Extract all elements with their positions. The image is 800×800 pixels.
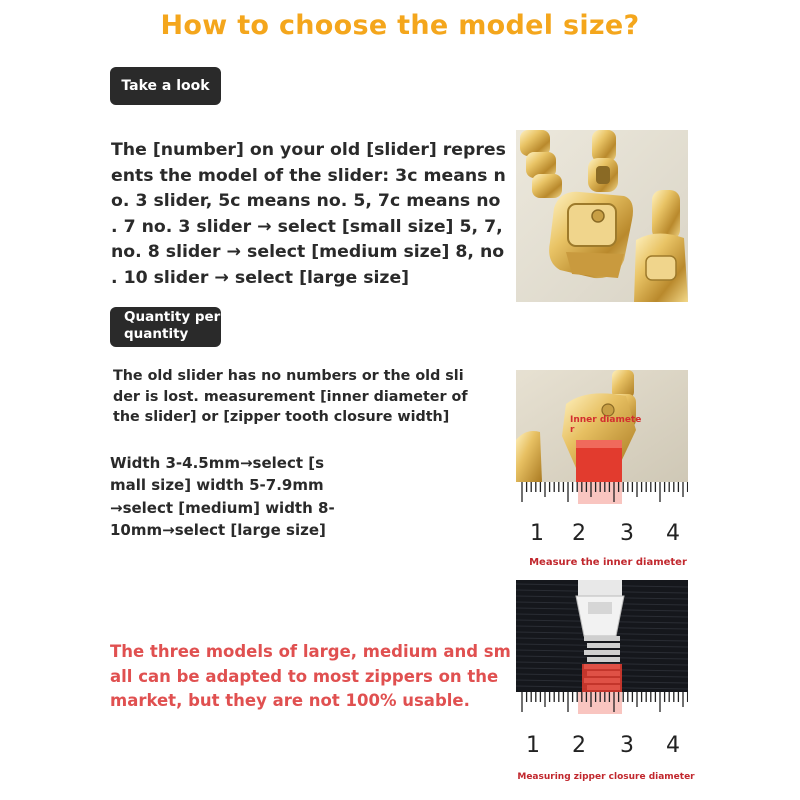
inner-diameter-caption: Measure the inner diameter (529, 557, 687, 568)
note-line: market, but they are not 100% usable. (110, 691, 470, 710)
paragraph-line: der is lost. measurement [inner diameter of (113, 388, 468, 405)
ruler-number: 1 (526, 733, 540, 758)
ruler-number: 4 (666, 733, 680, 758)
inner-diameter-label: Inner diamete (570, 415, 642, 425)
paragraph-line: mall size] width 5-7.9mm (110, 476, 324, 495)
paragraph-line: . 10 slider → select [large size] (111, 267, 410, 288)
paragraph-line: The [number] on your old [slider] repres (111, 140, 506, 160)
zipper-closure-measure-photo (516, 580, 688, 768)
paragraph-line: o. 3 slider, 5c means no. 5, 7c means no (111, 191, 501, 211)
paragraph-line: ents the model of the slider: 3c means n (111, 165, 506, 186)
zipper-tooth (584, 650, 602, 655)
ruler-number: 3 (620, 733, 634, 758)
inner-diameter-measure-photo (516, 370, 688, 546)
model-number-explanation (111, 138, 506, 291)
paragraph-line: 10mm→select [large size] (110, 520, 326, 539)
ruler-number: 1 (530, 521, 544, 546)
zipper-tooth (584, 636, 602, 641)
note-line: all can be adapted to most zippers on the (110, 666, 499, 686)
tag-line: Quantity per (124, 309, 221, 325)
ruler-number: 3 (620, 521, 634, 546)
compatibility-note (110, 640, 511, 714)
width-size-guide (110, 452, 470, 541)
zipper-tooth (602, 643, 620, 648)
paragraph-line: the slider] or [zipper tooth closure width] (113, 409, 450, 425)
inner-diameter-label: r (570, 425, 575, 435)
paragraph-line: The old slider has no numbers or the old sli (113, 368, 464, 384)
ruler-number: 4 (666, 521, 680, 546)
paragraph-line: no. 8 slider → select [medium size] 8, no (111, 242, 505, 262)
measurement-explanation (113, 366, 473, 428)
tag-line: quantity (124, 326, 189, 342)
note-line: The three models of large, medium and sm (110, 642, 511, 661)
paragraph-line: . 7 no. 3 slider → select [small size] 5, 7, (111, 216, 503, 237)
quantity-tag (110, 307, 221, 347)
zipper-tooth (602, 636, 620, 641)
zipper-tooth (602, 650, 620, 655)
paragraph-line: Width 3-4.5mm→select [s (110, 454, 325, 472)
take-a-look-tag: Take a look (110, 67, 221, 105)
zipper-closure-caption: Measuring zipper closure diameter (517, 772, 695, 782)
ruler-number: 2 (572, 733, 586, 758)
paragraph-line: →select [medium] width 8- (110, 498, 335, 517)
slider-closeup-photo (516, 130, 688, 302)
page-title: How to choose the model size? (160, 10, 640, 41)
ruler-number: 2 (572, 521, 586, 546)
zipper-tooth (602, 657, 620, 662)
